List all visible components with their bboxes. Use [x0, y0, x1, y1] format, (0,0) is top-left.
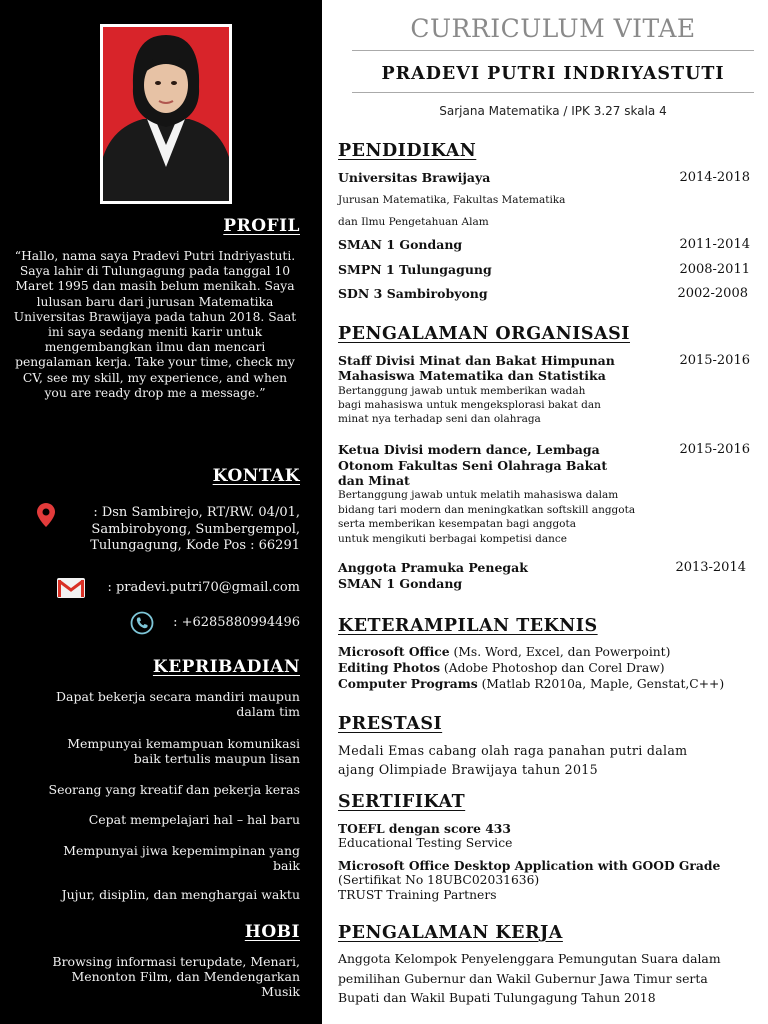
personality-line: dalam tim: [236, 704, 300, 720]
profile-photo: [100, 24, 232, 204]
work-line: Bupati dan Wakil Bupati Tulungagung Tahun 2018: [338, 990, 656, 1005]
work-line: Anggota Kelompok Penyelenggara Pemungutan Suara dalam: [338, 951, 721, 966]
phone-text: : +6285880994496: [173, 615, 300, 630]
skills-list: [338, 644, 724, 692]
certificate-line: TRUST Training Partners: [338, 888, 497, 902]
organization-title-line: dan Minat: [338, 473, 410, 488]
main-content: [322, 0, 768, 1024]
organization-desc-line: Bertanggung jawab untuk memberikan wadah: [338, 385, 586, 397]
certificate-line: (Sertifikat No 18UBC02031636): [338, 873, 540, 887]
organization-years: 2015-2016: [679, 442, 750, 457]
certificate-heading: SERTIFIKAT: [338, 792, 466, 812]
skill-detail: (Matlab R2010a, Maple, Genstat,C++): [477, 677, 725, 691]
skill-name: Microsoft Office: [338, 644, 450, 659]
organization-title-line: Otonom Fakultas Seni Olahraga Bakat: [338, 457, 608, 473]
phone-icon: [130, 611, 154, 635]
address-line-3: Tulungagung, Kode Pos : 66291: [90, 538, 300, 553]
school-name: SMAN 1 Gondang: [338, 237, 463, 252]
profile-text: “Hallo, nama saya Pradevi Putri Indriyastuti. Saya lahir di Tulungagung pada tanggal 10 Maret 1995 dan masih belum menikah. Saya lulusan baru dari jurusan Matematika Universitas Brawijaya pada tahun 2018. Saat ini saya sedang meniti karir untuk mengembangkan ilmu dan mencari pengalaman kerja. Take your time, check my CV, see my skill, my experience, and when you are ready drop me a message.”: [13, 249, 297, 400]
organization-desc-line: bagi mahasiswa untuk mengeksplorasi bakat dan: [338, 399, 601, 411]
organization-item: [338, 442, 750, 489]
certificate-title: TOEFL dengan score 433: [338, 821, 511, 836]
education-heading: PENDIDIKAN: [338, 141, 477, 161]
education-years: 2014-2018: [679, 170, 750, 185]
certificate-line: Educational Testing Service: [338, 836, 513, 850]
achievement-line: ajang Olimpiade Brawijaya tahun 2015: [338, 762, 598, 777]
organization-item: [338, 560, 750, 592]
personality-line: Mempunyai jiwa kepemimpinan yang: [63, 843, 300, 858]
personality-item: Jujur, disiplin, dan menghargai waktu: [61, 887, 300, 902]
education-detail-line: Jurusan Matematika, Fakultas Matematika: [338, 194, 566, 206]
school-name: Universitas Brawijaya: [338, 170, 491, 185]
education-years: 2011-2014: [679, 237, 750, 252]
personality-heading: KEPRIBADIAN: [152, 657, 300, 677]
work-heading: PENGALAMAN KERJA: [338, 923, 563, 943]
certificate-title: Microsoft Office Desktop Application with GOOD Grade: [338, 858, 721, 873]
organization-title-line: Mahasiswa Matematika dan Statistika: [338, 368, 606, 383]
personality-item: Seorang yang kreatif dan pekerja keras: [48, 782, 300, 797]
location-pin-icon: [37, 503, 55, 527]
organization-years: 2013-2014: [675, 560, 746, 575]
education-item: [338, 170, 750, 185]
organization-desc-line: minat nya terhadap seni dan olahraga: [338, 413, 541, 425]
organization-desc-line: serta memberikan kesempatan bagi anggota: [338, 518, 576, 530]
organization-heading: PENGALAMAN ORGANISASI: [338, 324, 630, 344]
education-item: [338, 286, 750, 301]
education-detail-line: dan Ilmu Pengetahuan Alam: [338, 216, 489, 228]
organization-title-line: Anggota Pramuka Penegak: [338, 560, 528, 575]
hobby-heading: HOBI: [244, 922, 300, 942]
achievement-line: Medali Emas cabang olah raga panahan putri dalam: [338, 743, 688, 758]
personality-item: [56, 689, 300, 719]
skill-item: [338, 644, 724, 660]
skill-detail: (Ms. Word, Excel, dan Powerpoint): [449, 645, 671, 659]
hobby-line: Menonton Film, dan Mendengarkan: [71, 969, 300, 985]
personality-item: Cepat mempelajari hal – hal baru: [88, 812, 300, 827]
hobby-line: Browsing informasi terupdate, Menari,: [52, 954, 300, 969]
certificate-item: [338, 821, 512, 851]
school-name: SDN 3 Sambirobyong: [338, 286, 488, 301]
skill-item: [338, 660, 724, 676]
organization-title-line: SMAN 1 Gondang: [338, 576, 463, 591]
skill-detail: (Adobe Photoshop dan Corel Draw): [440, 661, 665, 675]
skills-heading: KETERAMPILAN TEKNIS: [338, 616, 598, 636]
contact-heading: KONTAK: [212, 466, 300, 486]
education-item: [338, 237, 750, 252]
personality-item: [63, 843, 300, 873]
personality-line: baik: [272, 858, 300, 874]
portrait-illustration: [103, 27, 229, 201]
address-line-1: : Dsn Sambirejo, RT/RW. 04/01,: [93, 505, 300, 520]
organization-desc-line: untuk mengikuti berbagai kompetisi dance: [338, 532, 567, 545]
skill-name: Editing Photos: [338, 660, 441, 675]
person-name: PRADEVI PUTRI INDRIYASTUTI: [381, 64, 725, 84]
hobby-text: [52, 954, 300, 1000]
skill-name: Computer Programs: [338, 676, 478, 691]
achievement-heading: PRESTASI: [338, 714, 443, 734]
work-text: [338, 949, 721, 1008]
education-years: 2008-2011: [679, 262, 750, 277]
personality-item: [67, 736, 300, 766]
school-name: SMPN 1 Tulungagung: [338, 262, 492, 277]
organization-title-line: Ketua Divisi modern dance, Lembaga: [338, 442, 600, 457]
achievement-text: [338, 741, 687, 779]
title-divider: [352, 50, 754, 51]
organization-desc: [338, 488, 635, 546]
organization-desc-line: bidang tari modern dan meningkatkan softskill anggota: [338, 503, 636, 516]
email-text: : pradevi.putri70@gmail.com: [107, 580, 300, 595]
sidebar: [0, 0, 322, 1024]
organization-title-line: Staff Divisi Minat dan Bakat Himpunan: [338, 353, 615, 368]
skill-item: [338, 676, 724, 692]
gmail-icon: [57, 578, 85, 598]
organization-years: 2015-2016: [679, 353, 750, 368]
personality-line: Dapat bekerja secara mandiri maupun: [55, 689, 300, 704]
organization-item: [338, 353, 750, 383]
education-item: [338, 262, 750, 277]
personality-line: baik tertulis maupun lisan: [133, 751, 300, 767]
address: [90, 505, 300, 555]
organization-desc-line: Bertanggung jawab untuk melatih mahasiswa dalam: [338, 489, 619, 501]
education-years: 2002-2008: [677, 286, 748, 301]
personality-line: Mempunyai kemampuan komunikasi: [67, 736, 300, 751]
work-line: pemilihan Gubernur dan Wakil Gubernur Jawa Timur serta: [338, 970, 708, 986]
hobby-line: Musik: [261, 984, 300, 1000]
cv-title: CURRICULUM VITAE: [410, 14, 696, 43]
certificate-item: [338, 858, 720, 903]
organization-desc: [338, 384, 601, 426]
profile-heading: PROFIL: [223, 216, 300, 236]
name-divider: [352, 92, 754, 93]
degree-subtitle: Sarjana Matematika / IPK 3.27 skala 4: [439, 104, 667, 118]
address-line-2: Sambirobyong, Sumbergempol,: [91, 521, 300, 537]
